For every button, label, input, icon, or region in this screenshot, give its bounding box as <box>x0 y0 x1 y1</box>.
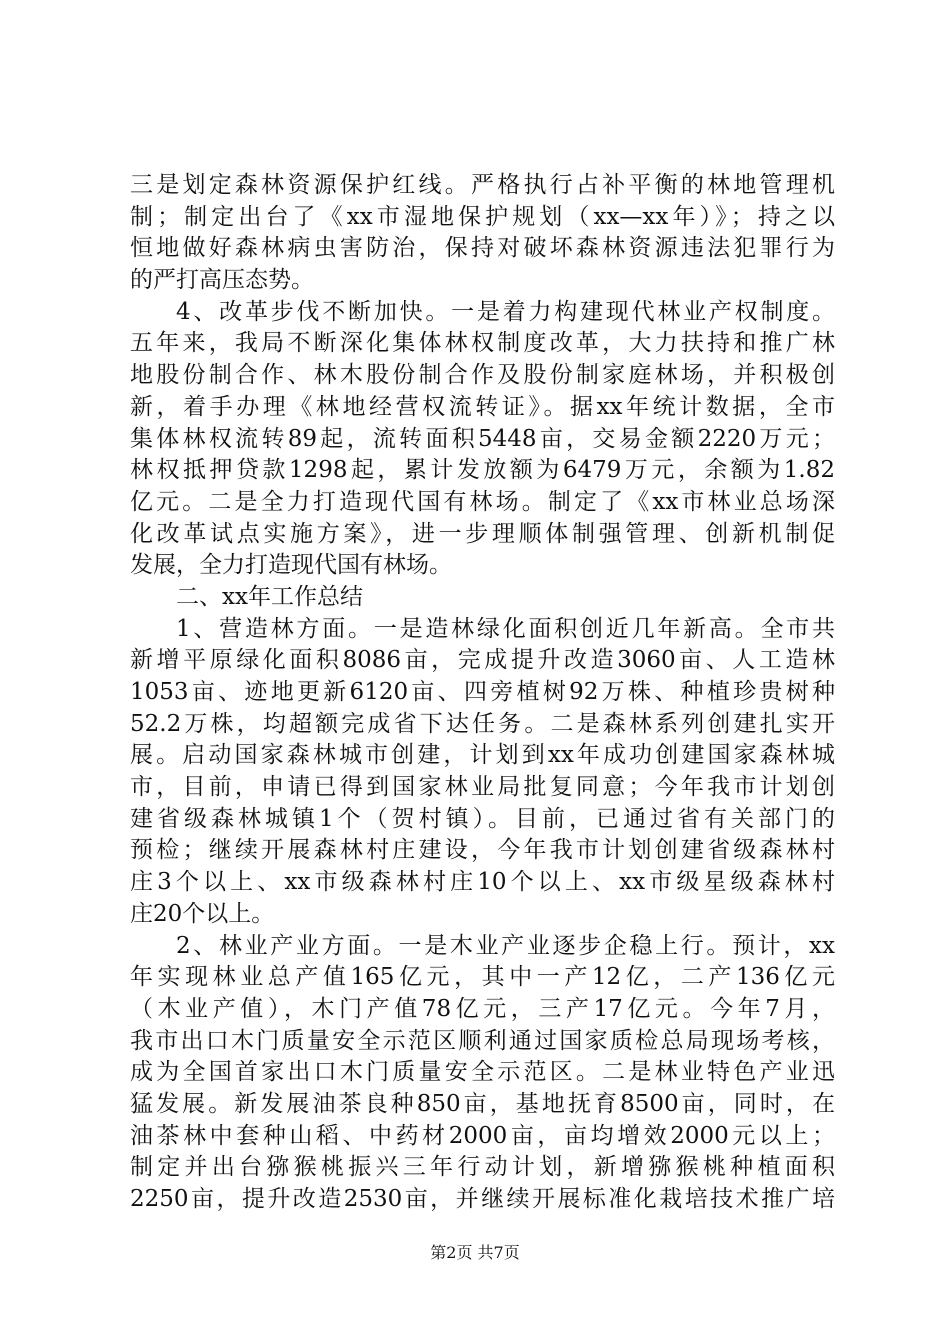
text-line: 1、营造林方面。一是造林绿化面积创近几年新高。全市共 <box>176 615 835 642</box>
text-line: 我市出口木门质量安全示范区顺利通过国家质检总局现场考核， <box>130 1027 835 1054</box>
text-line: 五年来，我局不断深化集体林权制度改革，大力扶持和推广林 <box>130 330 835 357</box>
text-line: 地股份制合作、林木股份制合作及股份制家庭林场，并积极创 <box>130 362 835 389</box>
text-line: （木业产值），木门产值78亿元，三产17亿元。今年7月， <box>130 995 835 1022</box>
text-line: 的严打高压态势。 <box>130 267 314 294</box>
page-number-footer: 第2页 共7页 <box>430 1243 520 1262</box>
text-line: 庄3个以上、xx市级森林村庄10个以上、xx市级星级森林村 <box>130 869 835 896</box>
text-line: 新，着手办理《林地经营权流转证》。据xx年统计数据，全市 <box>130 393 835 420</box>
text-line: 市，目前，申请已得到国家林业局批复同意；今年我市计划创 <box>130 774 835 801</box>
text-line: 成为全国首家出口木门质量安全示范区。二是林业特色产业迅 <box>130 1059 835 1086</box>
text-line: 林权抵押贷款1298起，累计发放额为6479万元，余额为1.82 <box>130 457 835 484</box>
text-line: 二、xx年工作总结 <box>176 583 363 610</box>
text-line: 1053亩、迹地更新6120亩、四旁植树92万株、种植珍贵树种 <box>130 679 835 705</box>
text-line: 2、林业产业方面。一是木业产业逐步企稳上行。预计，xx <box>176 932 835 959</box>
text-line: 发展，全力打造现代国有林场。 <box>130 552 452 579</box>
text-line: 预检；继续开展森林村庄建设，今年我市计划创建省级森林村 <box>130 837 835 864</box>
text-line: 三是划定森林资源保护红线。严格执行占补平衡的林地管理机 <box>130 172 835 198</box>
text-line: 展。启动国家森林城市创建，计划到xx年成功创建国家森林城 <box>130 742 835 769</box>
text-line: 恒地做好森林病虫害防治，保持对破坏森林资源违法犯罪行为 <box>130 235 835 262</box>
document-body <box>130 170 835 1216</box>
text-line: 4、改革步伐不断加快。一是着力构建现代林业产权制度。 <box>176 298 835 325</box>
text-line: 2250亩，提升改造2530亩，并继续开展标准化栽培技术推广培 <box>130 1186 835 1212</box>
text-line: 油茶林中套种山稻、中药材2000亩，亩均增效2000元以上； <box>130 1122 835 1149</box>
text-line: 建省级森林城镇1个（贺村镇）。目前，已通过省有关部门的 <box>130 805 835 832</box>
text-line: 化改革试点实施方案》，进一步理顺体制强管理、创新机制促 <box>130 520 835 547</box>
text-line: 猛发展。新发展油茶良种850亩，基地抚育8500亩，同时，在 <box>130 1090 835 1117</box>
text-line: 年实现林业总产值165亿元，其中一产12亿，二产136亿元 <box>130 964 835 991</box>
text-line: 亿元。二是全力打造现代国有林场。制定了《xx市林业总场深 <box>130 488 835 515</box>
text-line: 庄20个以上。 <box>130 900 275 927</box>
text-line: 52.2万株，均超额完成省下达任务。二是森林系列创建扎实开 <box>130 710 835 737</box>
text-line: 集体林权流转89起，流转面积5448亩，交易金额2220万元； <box>130 425 835 452</box>
text-line: 新增平原绿化面积8086亩，完成提升改造3060亩、人工造林 <box>130 647 835 674</box>
text-line: 制定并出台猕猴桃振兴三年行动计划，新增猕猴桃种植面积 <box>130 1154 835 1181</box>
text-line: 制；制定出台了《xx市湿地保护规划（xx—xx年）》；持之以 <box>130 203 835 230</box>
